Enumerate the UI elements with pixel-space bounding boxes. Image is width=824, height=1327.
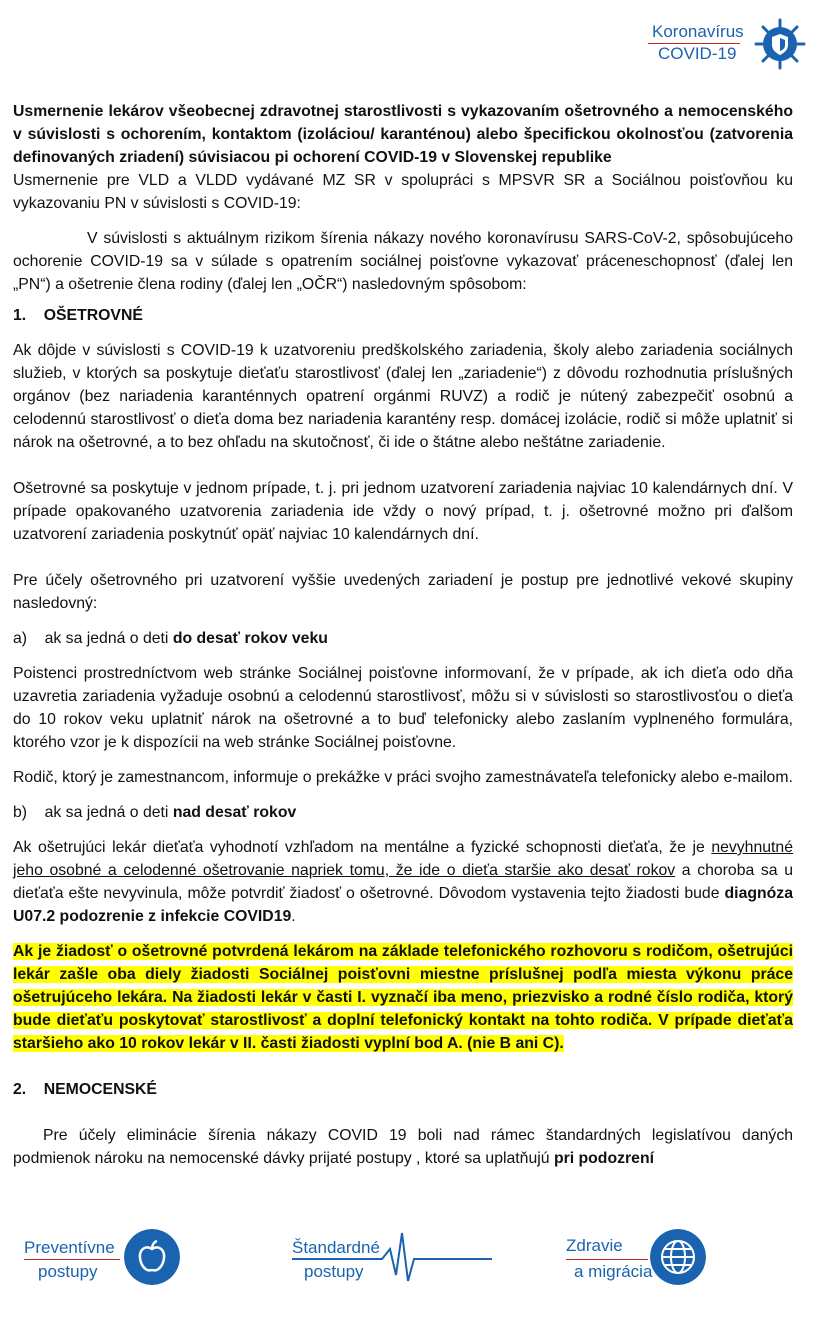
logo-line2: COVID-19 (658, 44, 737, 63)
globe-icon (650, 1229, 706, 1285)
subsection-a-heading (13, 627, 793, 650)
footer-item-line2: postupy (38, 1262, 98, 1281)
footer-item-line2: a migrácia (574, 1262, 653, 1281)
s2-bold: pri podozrení (553, 1150, 654, 1167)
section-1-paragraph-2: Ošetrovné sa poskytuje v jednom prípade, t. j. pri jednom uzatvorení zariadenia najviac 10 kalendárnych dní. V prípade opakovaného uzatvorenia zariadenia ide vždy o nový prípad, t. j. ošetrovné možno pri ďalšom uzatvorení zariadenia poskytnúť opäť najviac 10 kalendárnych dní. (13, 480, 793, 543)
intro-paragraph: V súvislosti s aktuálnym rizikom šírenia nákazy nového koronavírusu SARS-CoV-2, spôsobujúceho ochorenie COVID-19 sa v súlade s opatrením sociálnej poisťovne vykazovať práceneschopnosť (ďalej len „PN“) a ošetrenie člena rodiny (ďalej len „OČR“) nasledovným spôsobom: (13, 230, 793, 293)
footer-item-line2: postupy (304, 1262, 364, 1281)
virus-shield-icon (752, 16, 808, 72)
ecg-pulse-icon (292, 1229, 492, 1289)
section-1-heading: 1. OŠETROVNÉ (13, 307, 143, 324)
s2-part-a: Pre účely eliminácie šírenia nákazy COVID 19 boli nad rámec štandardných legislatívou daných podmienok nároku na nemocenské dávky prijaté postupy , ktoré sa uplatňujú (13, 1127, 793, 1167)
section-2-paragraph-1 (13, 1124, 793, 1170)
logo-divider (648, 43, 740, 44)
logo-line1: Koronavírus (652, 22, 744, 41)
footer-item-line1: Zdravie (566, 1236, 623, 1255)
subsection-b-prefix: b) ak sa jedná o deti (13, 804, 173, 821)
footer-item-preventivne (24, 1225, 224, 1295)
footer (0, 1225, 824, 1325)
p6-part-b: a choroba sa u dieťaťa ešte nevyvinula, môže potvrdiť žiadosť o ošetrovné. Dôvodom vystavenia tejto žiadosti bude (13, 862, 793, 902)
subsection-a-prefix: a) ak sa jedná o deti (13, 630, 173, 647)
footer-item-line1: Preventívne (24, 1238, 115, 1257)
section-1-paragraph-1: Ak dôjde v súvislosti s COVID-19 k uzatvoreniu predškolského zariadenia, školy alebo zariadenia sociálnych služieb, v ktorých sa poskytuje dieťaťu starostlivosť (ďalej len „zariadenie“) z dôvodu rozhodnutia príslušných orgánov (bez nariadenia karanténnych opatrení orgánmi RUVZ) a rodič je nútený zabezpečiť osobnú a celodennú starostlivosť o dieťa doma bez nariadenia karantény resp. domácej izolácie, rodič si môže uplatniť si nárok na ošetrovné, a to bez ohľadu na skutočnosť, či ide o štátne alebo neštátne zariadenie. (13, 342, 793, 451)
section-1-paragraph-3: Pre účely ošetrovného pri uzatvorení vyššie uvedených zariadení je postup pre jednotlivé vekové skupiny nasledovný: (13, 572, 793, 612)
document-title: Usmernenie lekárov všeobecnej zdravotnej starostlivosti s vykazovaním ošetrovného a nemocenského v súvislosti s ochorením, kontaktom (izoláciou/ karanténou) alebo špecifickou okolnosťou (zatvorenia definovaných zriadení) súvisiacou pi ochorení COVID-19 v Slovenskej republike (13, 103, 793, 166)
subsection-b-bold: nad desať rokov (172, 804, 297, 821)
section-2-heading: 2. NEMOCENSKÉ (13, 1081, 157, 1098)
document-body (13, 100, 793, 1170)
apple-icon (124, 1229, 180, 1285)
section-1-paragraph-6 (13, 836, 793, 928)
section-1-paragraph-5: Rodič, ktorý je zamestnancom, informuje o prekážke v práci svojho zamestnávateľa telefonicky alebo e-mailom. (13, 769, 793, 786)
subsection-b-heading (13, 801, 793, 824)
subsection-a-bold: do desať rokov veku (172, 630, 328, 647)
highlighted-paragraph (13, 940, 793, 1055)
document-subtitle: Usmernenie pre VLD a VLDD vydávané MZ SR v spolupráci s MPSVR SR a Sociálnou poisťovňou ku vykazovaniu PN v súvislosti s COVID-19: (13, 172, 793, 212)
highlighted-text: Ak je žiadosť o ošetrovné potvrdená lekárom na základe telefonického rozhovoru s rodičom, ošetrujúci lekár zašle oba diely žiadosti Sociálnej poisťovni miestne príslušnej podľa miesta výkonu práce ošetrujúceho lekára. Na žiadosti lekár v časti I. vyznačí iba meno, priezvisko a rodné číslo rodiča, ktorý bude dieťaťu poskytovať starostlivosť a doplní telefonický kontakt na tohto rodiča. V prípade dieťaťa staršieho ako 10 rokov lekár v II. časti žiadosti vyplní bod A. (nie B ani C). (13, 943, 793, 1052)
p6-part-a: Ak ošetrujúci lekár dieťaťa vyhodnotí vzhľadom na mentálne a fyzické schopnosti dieťaťa, že je (13, 839, 712, 856)
p6-diagnosis: diagnóza U07.2 podozrenie z infekcie COVID19 (13, 885, 793, 925)
p6-end: . (291, 908, 296, 925)
section-1-paragraph-4: Poistenci prostredníctvom web stránke Sociálnej poisťovne informovaní, že v prípade, ak ich dieťa odo dňa uzavretia zariadenia vyžaduje osobnú a celodennú starostlivosť, môžu si v súvislosti so starostlivosťou o dieťa do 10 rokov veku uplatniť nárok na ošetrovné a to buď telefonicky alebo zaslaním vyplneného formulára, ktorého vzor je k dispozícii na web stránke Sociálnej poisťovne. (13, 665, 793, 751)
p6-underlined: nevyhnutné jeho osobné a celodenné ošetrovanie napriek tomu, že ide o dieťa staršie ako desať rokov (13, 839, 793, 879)
footer-item-zdravie (566, 1225, 766, 1295)
koronavirus-logo (644, 10, 814, 90)
footer-item-line1: Štandardné (292, 1238, 380, 1257)
footer-item-standardne (292, 1225, 492, 1295)
